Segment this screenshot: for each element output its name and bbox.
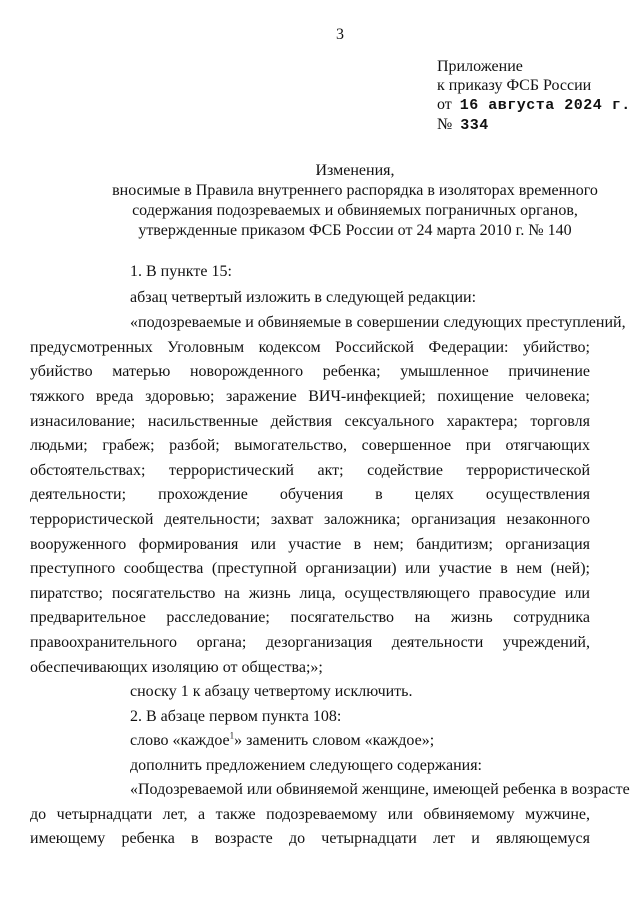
footnote-mark: 1 [229,730,235,741]
title-line-2: вносимые в Правила внутреннего распорядка в изоляторах временного [112,182,598,199]
title-line-3: содержания подозреваемых и обвиняемых пограничных органов, [132,202,578,219]
quote-line-6: людьми; грабеж; разбой; вымогательство, совершенное при отягчающих [30,437,590,454]
appendix-date-prefix: от [437,96,452,113]
title-line-1: Изменения, [315,162,395,179]
quote-line-8: деятельности; прохождение обучения в целях осуществления [30,486,590,503]
quote-line-11: преступного сообщества (преступной организации) или участие в нем (ней); [30,560,590,577]
quote-line-3: убийство матерью новорожденного ребенка; умышленное причинение [30,363,590,380]
word-replace-after: » заменить словом «каждое»; [234,732,435,749]
quote-line-14: правоохранительного органа; дезорганизация деятельности учреждений, [30,634,590,651]
appendix-date-value: 16 августа 2024 г. [459,97,631,114]
tail-line-1: «Подозреваемой или обвиняемой женщине, имеющей ребенка в возрасте [130,781,630,798]
appendix-number-value: 334 [460,117,489,134]
quote-line-2: предусмотренных Уголовным кодексом Российской Федерации: убийство; [30,339,590,356]
appendix-header [437,57,631,135]
quote-line-5: изнасилование; насильственные действия сексуального характера; торговля [30,413,590,430]
appendix-number-prefix: № [437,116,453,133]
page-number: 3 [336,26,344,43]
appendix-date [437,95,631,115]
quote-line-13: предварительное расследование; посягательство на жизнь сотрудника [30,609,590,626]
appendix-title: Приложение [437,58,523,75]
quote-line-1: «подозреваемые и обвиняемые в совершении следующих преступлений, [130,314,626,331]
appendix-order-ref: к приказу ФСБ России [437,77,592,94]
paragraph-instruction: абзац четвертый изложить в следующей редакции: [130,289,477,306]
quote-line-last: обеспечивающих изоляцию от общества;»; [30,659,323,676]
paragraph-add-sentence: дополнить предложением следующего содержания: [130,757,482,774]
paragraph-item-2: 2. В абзаце первом пункта 108: [130,708,342,725]
title-line-4: утвержденные приказом ФСБ России от 24 марта 2010 г. № 140 [138,222,572,239]
word-replace-before: слово «каждое [130,732,230,749]
quote-line-12: пиратство; посягательство на жизнь лица, осуществляющего правосудие или [30,585,590,602]
quote-line-4: тяжкого вреда здоровью; заражение ВИЧ-инфекцией; похищение человека; [30,388,590,405]
quote-line-7: обстоятельствах; террористический акт; содействие террористической [30,462,590,479]
paragraph-word-replace [130,732,434,750]
document-title [60,161,640,241]
quote-line-9: террористической деятельности; захват заложника; организация незаконного [30,511,590,528]
paragraph-item-1: 1. В пункте 15: [130,263,232,280]
paragraph-footnote-removal: сноску 1 к абзацу четвертому исключить. [130,683,413,700]
quote-line-10: вооруженного формирования или участие в нем; бандитизм; организация [30,536,590,553]
tail-line-3: имеющему ребенка в возрасте до четырнадцати лет и являющемуся [30,830,590,847]
tail-line-2: до четырнадцати лет, а также подозреваемому или обвиняемому мужчине, [30,806,590,823]
appendix-number [437,115,631,135]
